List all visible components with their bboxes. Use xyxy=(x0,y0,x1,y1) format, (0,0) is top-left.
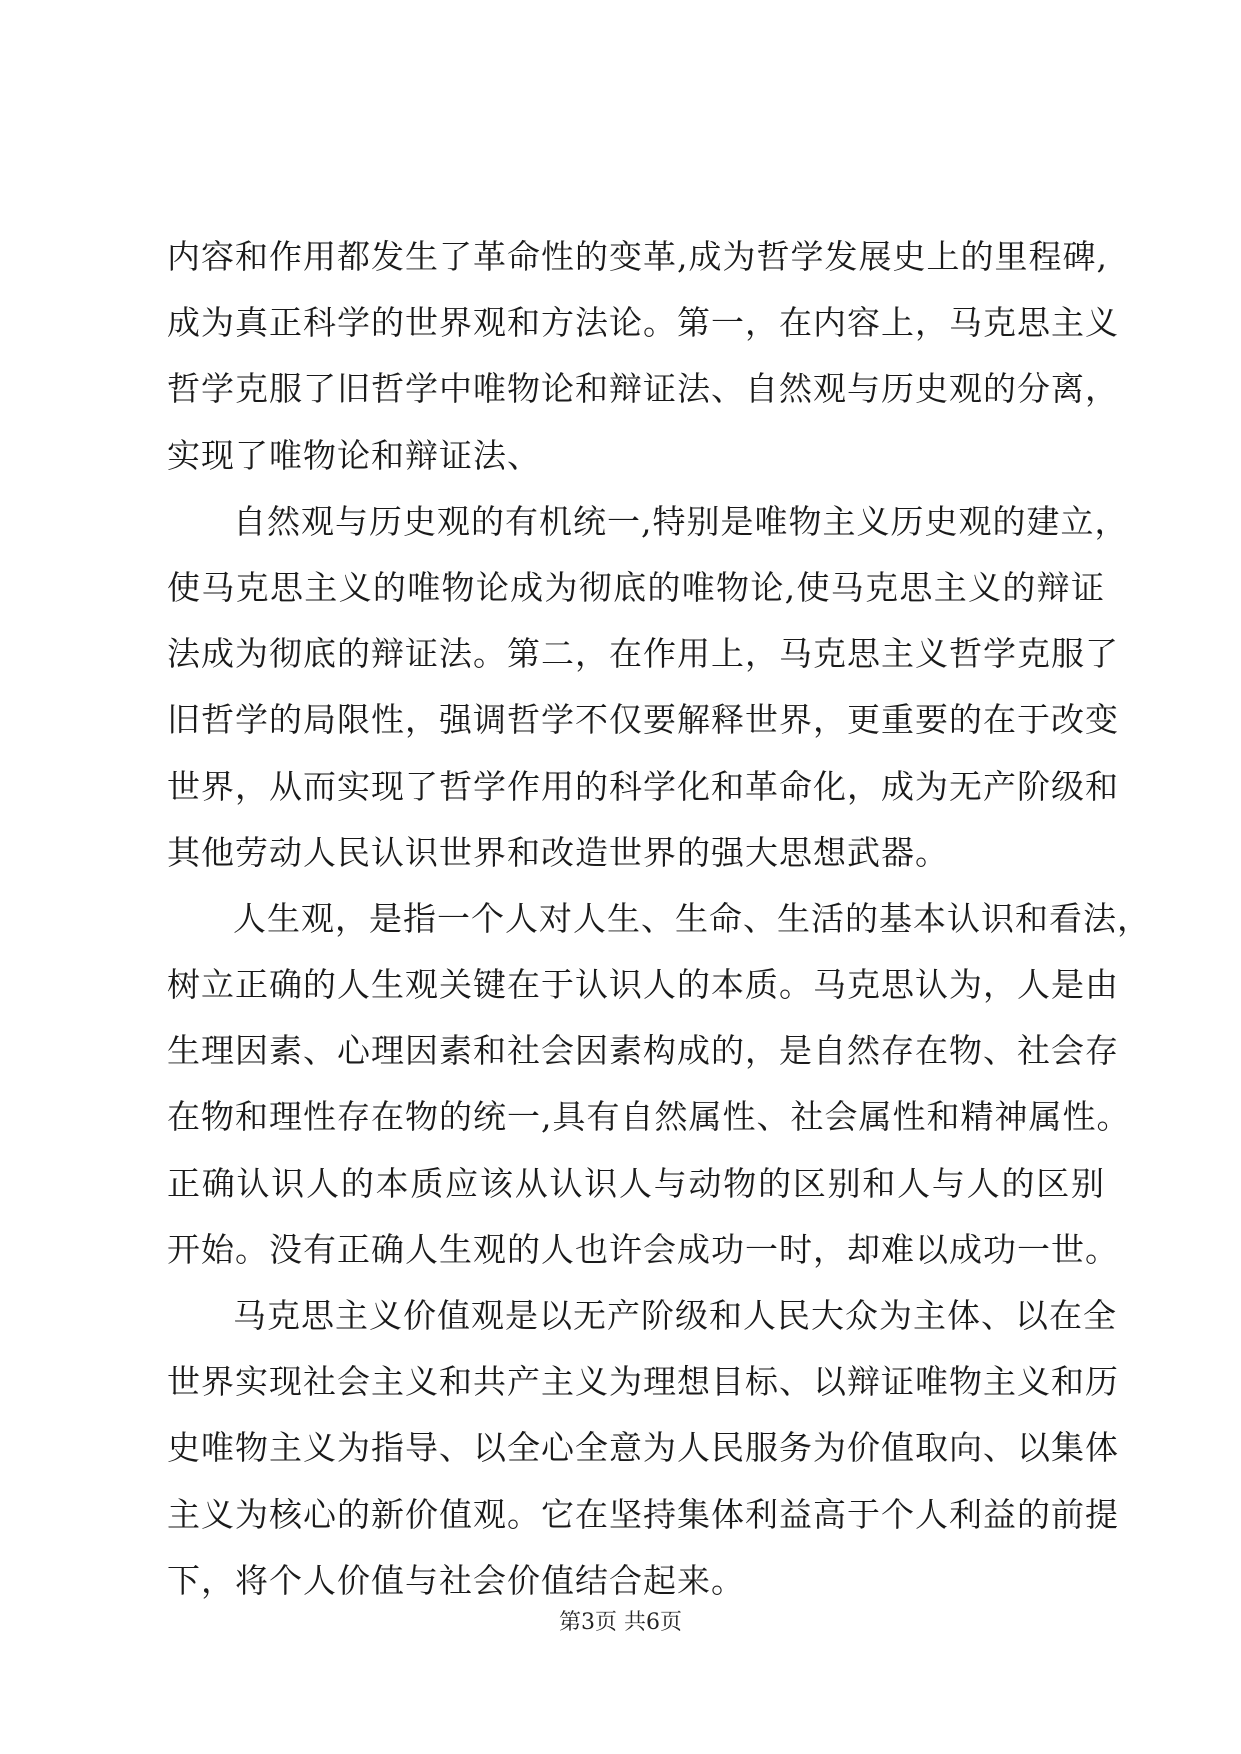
text-line: 正确认识人的本质应该从认识人与动物的区别和人与人的区别 xyxy=(167,1163,1105,1203)
text-line: 史唯物主义为指导、以全心全意为人民服务为价值取向、以集体 xyxy=(167,1428,1119,1468)
text-line: 马克思主义价值观是以无产阶级和人民大众为主体、以在全 xyxy=(233,1296,1117,1335)
paragraph xyxy=(167,1283,1119,1614)
text-line: 自然观与历史观的有机统一,特别是唯物主义历史观的建立， xyxy=(233,501,1129,541)
text-line: 实现了唯物论和辩证法、 xyxy=(167,435,541,475)
text-line: 世界，从而实现了哲学作用的科学化和革命化，成为无产阶级和 xyxy=(167,766,1119,806)
page-number-footer: 第3页 共6页 xyxy=(559,1610,682,1635)
text-line: 树立正确的人生观关键在于认识人的本质。马克思认为，人是由 xyxy=(167,965,1119,1005)
text-line: 世界实现社会主义和共产主义为理想目标、以辩证唯物主义和历 xyxy=(167,1362,1119,1402)
text-line: 人生观，是指一个人对人生、生命、生活的基本认识和看法， xyxy=(233,898,1151,938)
text-line: 旧哲学的局限性，强调哲学不仅要解释世界，更重要的在于改变 xyxy=(167,700,1119,740)
paragraph xyxy=(167,489,1129,886)
text-line: 成为真正科学的世界观和方法论。第一，在内容上，马克思主义 xyxy=(167,303,1119,343)
text-line: 下，将个人价值与社会价值结合起来。 xyxy=(167,1560,745,1600)
document-body xyxy=(167,224,1151,1614)
text-line: 在物和理性存在物的统一,具有自然属性、社会属性和精神属性。 xyxy=(167,1097,1131,1137)
paragraph xyxy=(167,224,1119,489)
text-line: 其他劳动人民认识世界和改造世界的强大思想武器。 xyxy=(167,832,949,872)
paragraph xyxy=(167,886,1151,1283)
text-line: 内容和作用都发生了革命性的变革,成为哲学发展史上的里程碑, xyxy=(167,237,1108,276)
text-line: 法成为彻底的辩证法。第二，在作用上，马克思主义哲学克服了 xyxy=(167,634,1119,674)
text-line: 主义为核心的新价值观。它在坚持集体利益高于个人利益的前提 xyxy=(167,1494,1119,1534)
text-line: 哲学克服了旧哲学中唯物论和辩证法、自然观与历史观的分离， xyxy=(167,369,1119,409)
text-line: 开始。没有正确人生观的人也许会成功一时，却难以成功一世。 xyxy=(167,1229,1119,1269)
text-line: 使马克思主义的唯物论成为彻底的唯物论,使马克思主义的辩证 xyxy=(167,567,1105,607)
text-line: 生理因素、心理因素和社会因素构成的，是自然存在物、社会存 xyxy=(167,1031,1119,1071)
